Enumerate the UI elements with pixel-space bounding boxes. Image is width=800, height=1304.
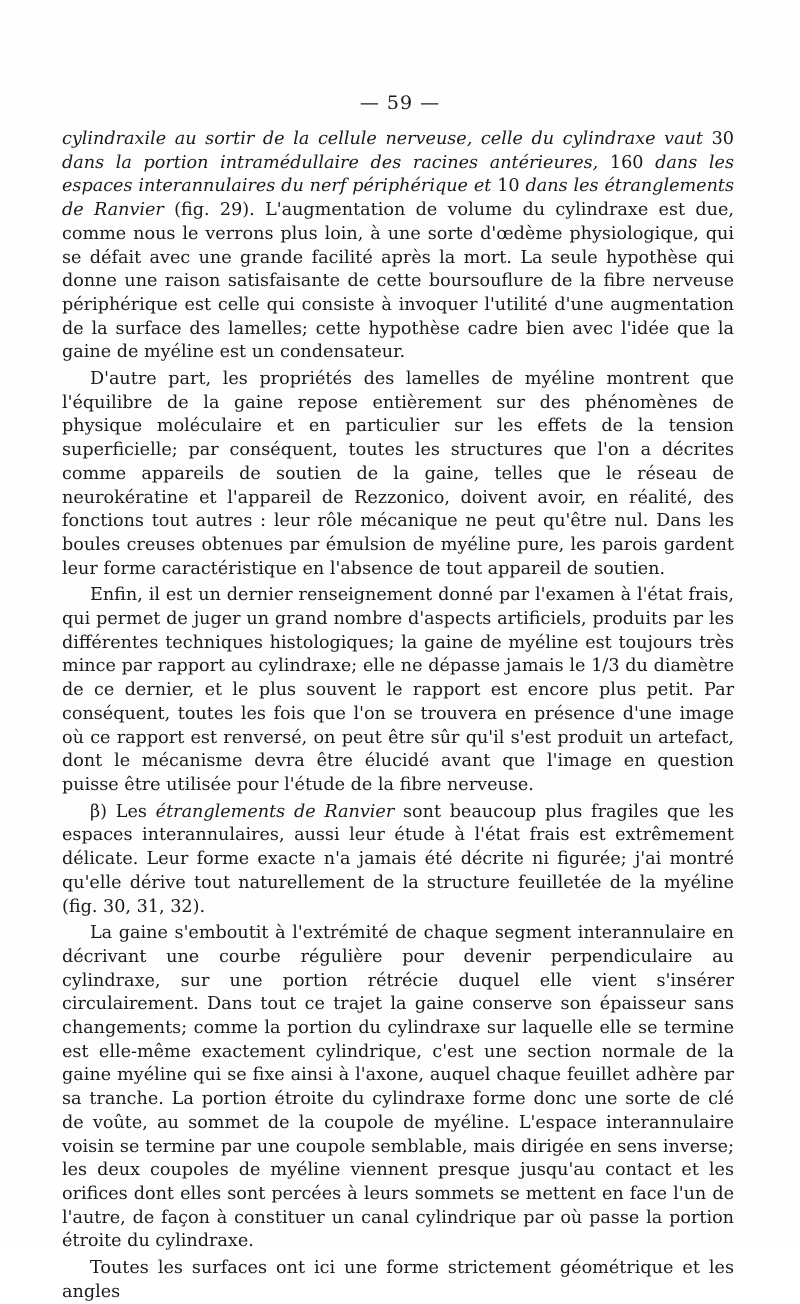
paragraph-4 [62,801,734,920]
page-number: — 59 — [359,92,441,114]
text-segment: dans les étranglements de Ranvier [62,176,735,221]
text-segment: 10 [497,176,526,197]
text-segment: 160 [609,152,656,173]
paragraph-5 [62,922,734,1254]
paragraph-6 [62,1257,734,1304]
text-segment: La gaine s'emboutit à l'extrémité de chaque segment interannulaire en décrivant une courbe régulière pour devenir perpendiculaire au cylindraxe, sur une portion rétrécie duquel elle vient s'insérer circulairement. Dans tout ce trajet la gaine conserve son épaisseur sans changements; comme la portion du cylindraxe sur laquelle elle se termine est elle-même exactement cylindrique, c'est une section normale de la gaine myéline qui se fixe ainsi à l'axone, auquel chaque feuillet adhère par sa tranche. La portion étroite du cylindraxe forme donc une sorte de clé de voûte, au sommet de la coupole de myéline. L'espace interannulaire voisin se termine par une coupole semblable, mais dirigée en sens inverse; les deux coupoles de myéline viennent presque jusqu'au contact et les orifices dont elles sont percées à leurs sommets se mettent en face l'un de l'autre, de façon à constituer un canal cylindrique par où passe la portion étroite du cylindraxe. [62,923,734,1252]
paragraph-3 [62,584,734,797]
body-text [62,128,734,1304]
paragraph-2 [62,368,734,581]
text-segment: étranglements de Ranvier [155,801,403,822]
text-segment: (fig. 29). L'augmentation de volume du cylindraxe est due, comme nous le verrons plus loin, à une sorte d'œdème physiologique, qui se défait avec une grande facilité après la mort. La seule hypothèse qui donne une raison satisfaisante de cette boursouflure de la fibre nerveuse périphérique est celle qui consiste à invoquer l'utilité d'une augmentation de la surface des lamelles; cette hypothèse cadre bien avec l'idée que la gaine de myéline est un condensateur. [62,200,734,363]
text-segment: β) Les [90,801,156,822]
text-segment: dans la portion intramédullaire des racines antérieures, [62,152,610,173]
text-segment: sont beaucoup plus fragiles que les espaces interannulaires, aussi leur étude à l'état frais est extrêmement délicate. Leur forme exacte n'a jamais été décrite ni figurée; j'ai montré qu'elle dérive tout naturellement de la structure feuilletée de la myéline (fig. 30, 31, 32). [62,801,734,917]
text-segment: 30 [711,129,734,149]
text-segment: Toutes les surfaces ont ici une forme strictement géométrique et les angles [62,1258,734,1302]
text-segment: cylindraxile au sortir de la cellule nerveuse, celle du cylindraxe vaut [62,129,712,149]
text-segment: dans les espaces interannulaires du nerf périphérique et [62,152,734,197]
paragraph-1 [62,128,734,365]
text-segment: Enfin, il est un dernier renseignement donné par l'examen à l'état frais, qui permet de juger un grand nombre d'aspects artificiels, produits par les différentes techniques histologiques; la gaine de myéline est toujours très mince par rapport au cylindraxe; elle ne dépasse jamais le 1/3 du diamètre de ce dernier, et le plus souvent le rapport est encore plus petit. Par conséquent, toutes les fois que l'on se trouvera en présence d'une image où ce rapport est renversé, on peut être sûr qu'il s'est produit un artefact, dont le mécanisme devra être élucidé avant que l'image en question puisse être utilisée pour l'étude de la fibre nerveuse. [62,585,734,795]
text-segment: D'autre part, les propriétés des lamelles de myéline montrent que l'équilibre de la gaine repose entièrement sur des phénomènes de physique moléculaire et en particulier sur les effets de la tension superficielle; par conséquent, toutes les structures que l'on a décrites comme appareils de soutien de la gaine, telles que le réseau de neurokératine et l'appareil de Rezzonico, doivent avoir, en réalité, des fonctions tout autres : leur rôle mécanique ne peut qu'être nul. Dans les boules creuses obtenues par émulsion de myéline pure, les parois gardent leur forme caractéristique en l'absence de tout appareil de soutien. [62,369,734,579]
